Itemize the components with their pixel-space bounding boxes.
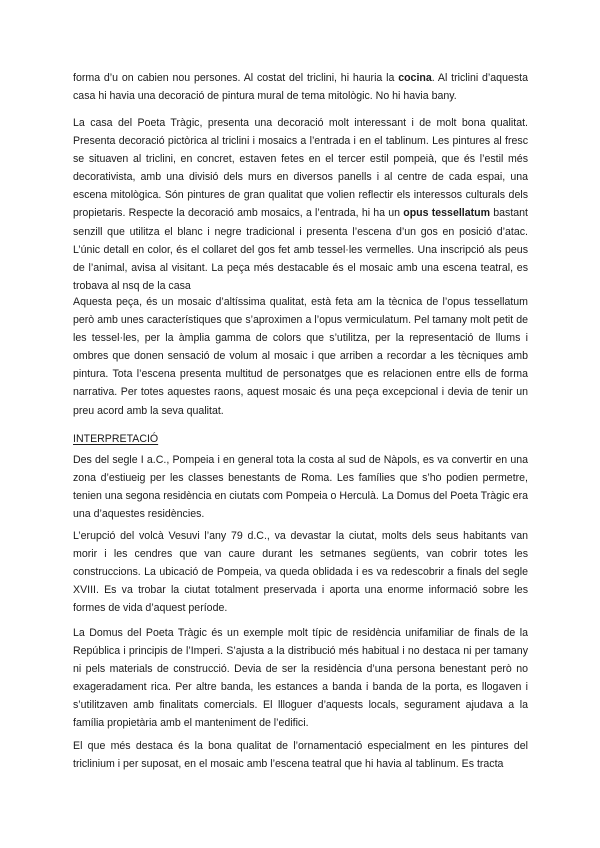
paragraph-decoration (73, 114, 528, 295)
bold-term-opus-tessellatum: opus tessellatum (403, 207, 491, 220)
section-heading: INTERPRETACIÓ (73, 433, 159, 445)
paragraph-domus: La Domus del Poeta Tràgic és un exemple molt típic de residència unifamiliar de finals de la República i principis de l’Imperi. S’ajusta a la distribució més habitual i no destaca ni per tamany ni pels materials de construcció. Devia de ser la residència d’una persona benestant però no exageradament rica. Per altre banda, les estances a banda i banda de la porta, es llogaven i s’utilitzaven amb finalitats comercials. El llloguer d’aquests locals, segurament ajudava a la família propietària amb el manteniment de l’edifici. (73, 627, 528, 730)
paragraph-eruption: L’erupció del volcà Vesuvi l’any 79 d.C., va devastar la ciutat, molts dels seus habitants van morir i les cendres que van caure durant les setmanes següents, van cobrir totes les construccions. La ubicació de Pompeia, va queda oblidada i es va redescobrir a finals del segle XVIII. Es va trobar la ciutat totalment preservada i aporta una enorme informació sobre les formes de vida d’aquest període. (73, 530, 528, 615)
paragraph-ornament: El que més destaca és la bona qualitat de l’ornamentació especialment en les pintures del triclinium i per suposat, en el mosaic amb l’escena teatral que hi havia al tablinum. Es tracta (73, 740, 528, 771)
paragraph-text: forma d’u on cabien nou persones. Al costat del triclini, hi hauria la (73, 72, 399, 84)
paragraph-text: . Al triclini d’aquesta casa hi havia una decoració de pintura mural de tema mitològic. No hi havia bany. (73, 72, 528, 103)
paragraph-text: La casa del Poeta Tràgic, presenta una decoració molt interessant i de molt bona qualitat. Presenta decoració pictòrica al triclini i mosaics a l’entrada i en el tablinum. Les pintures al fresc se situaven al triclini, en concret, estaven fetes en el tercer estil pompeià, que és l’estil més decorativista, amb una divisió dels murs en diversos panells i al centre de cada espai, una escena mitològica. Són pintures de gran qualitat que volien reflectir els interessos culturals dels propietaris. Respecte la decoració amb mosaics, a l’entrada, hi ha un (73, 117, 528, 220)
paragraph-text: bastant senzill que utilitza el blanc i negre tradicional i presenta l’escena d’un gos en posició d’atac. L’únic detall en color, és el collaret del gos fet amb tessel·les vermelles. Una inscripció als peus de l’animal, avisa al visitant. La peça més destacable és el mosaic amb una escena teatral, es trobava al nsq de la casa (73, 207, 528, 292)
bold-term-cocina: cocina (398, 72, 432, 84)
paragraph-pompeia: Des del segle I a.C., Pompeia i en general tota la costa al sud de Nàpols, es va convertir en una zona d’estiueig per les classes benestants de Roma. Les famílies que s’ho podien permetre, tenien una segona residència en ciutats com Pompeia o Herculà. La Domus del Poeta Tràgic era una d’aquestes residències. (73, 454, 528, 521)
paragraph-mosaic: Aquesta peça, és un mosaic d’altíssima qualitat, està feta am la tècnica de l’opus tessellatum però amb unes característiques que s’aproximen a l’opus vermiculatum. Pel tamany molt petit de les tessel·les, per la àmplia gamma de colors que s’utilitza, per la representació de llums i ombres que donen sensació de volum al mosaic i que arriben a recordar a les tècniques amb pintura. Tota l’escena presenta multitud de personatges que es relacionen entre ells de forma narrativa. Per totes aquestes raons, aquest mosaic és una peça excepcional i devia de tenir un preu acord amb la seva qualitat. (73, 296, 528, 417)
paragraph-triclinium (73, 69, 528, 105)
